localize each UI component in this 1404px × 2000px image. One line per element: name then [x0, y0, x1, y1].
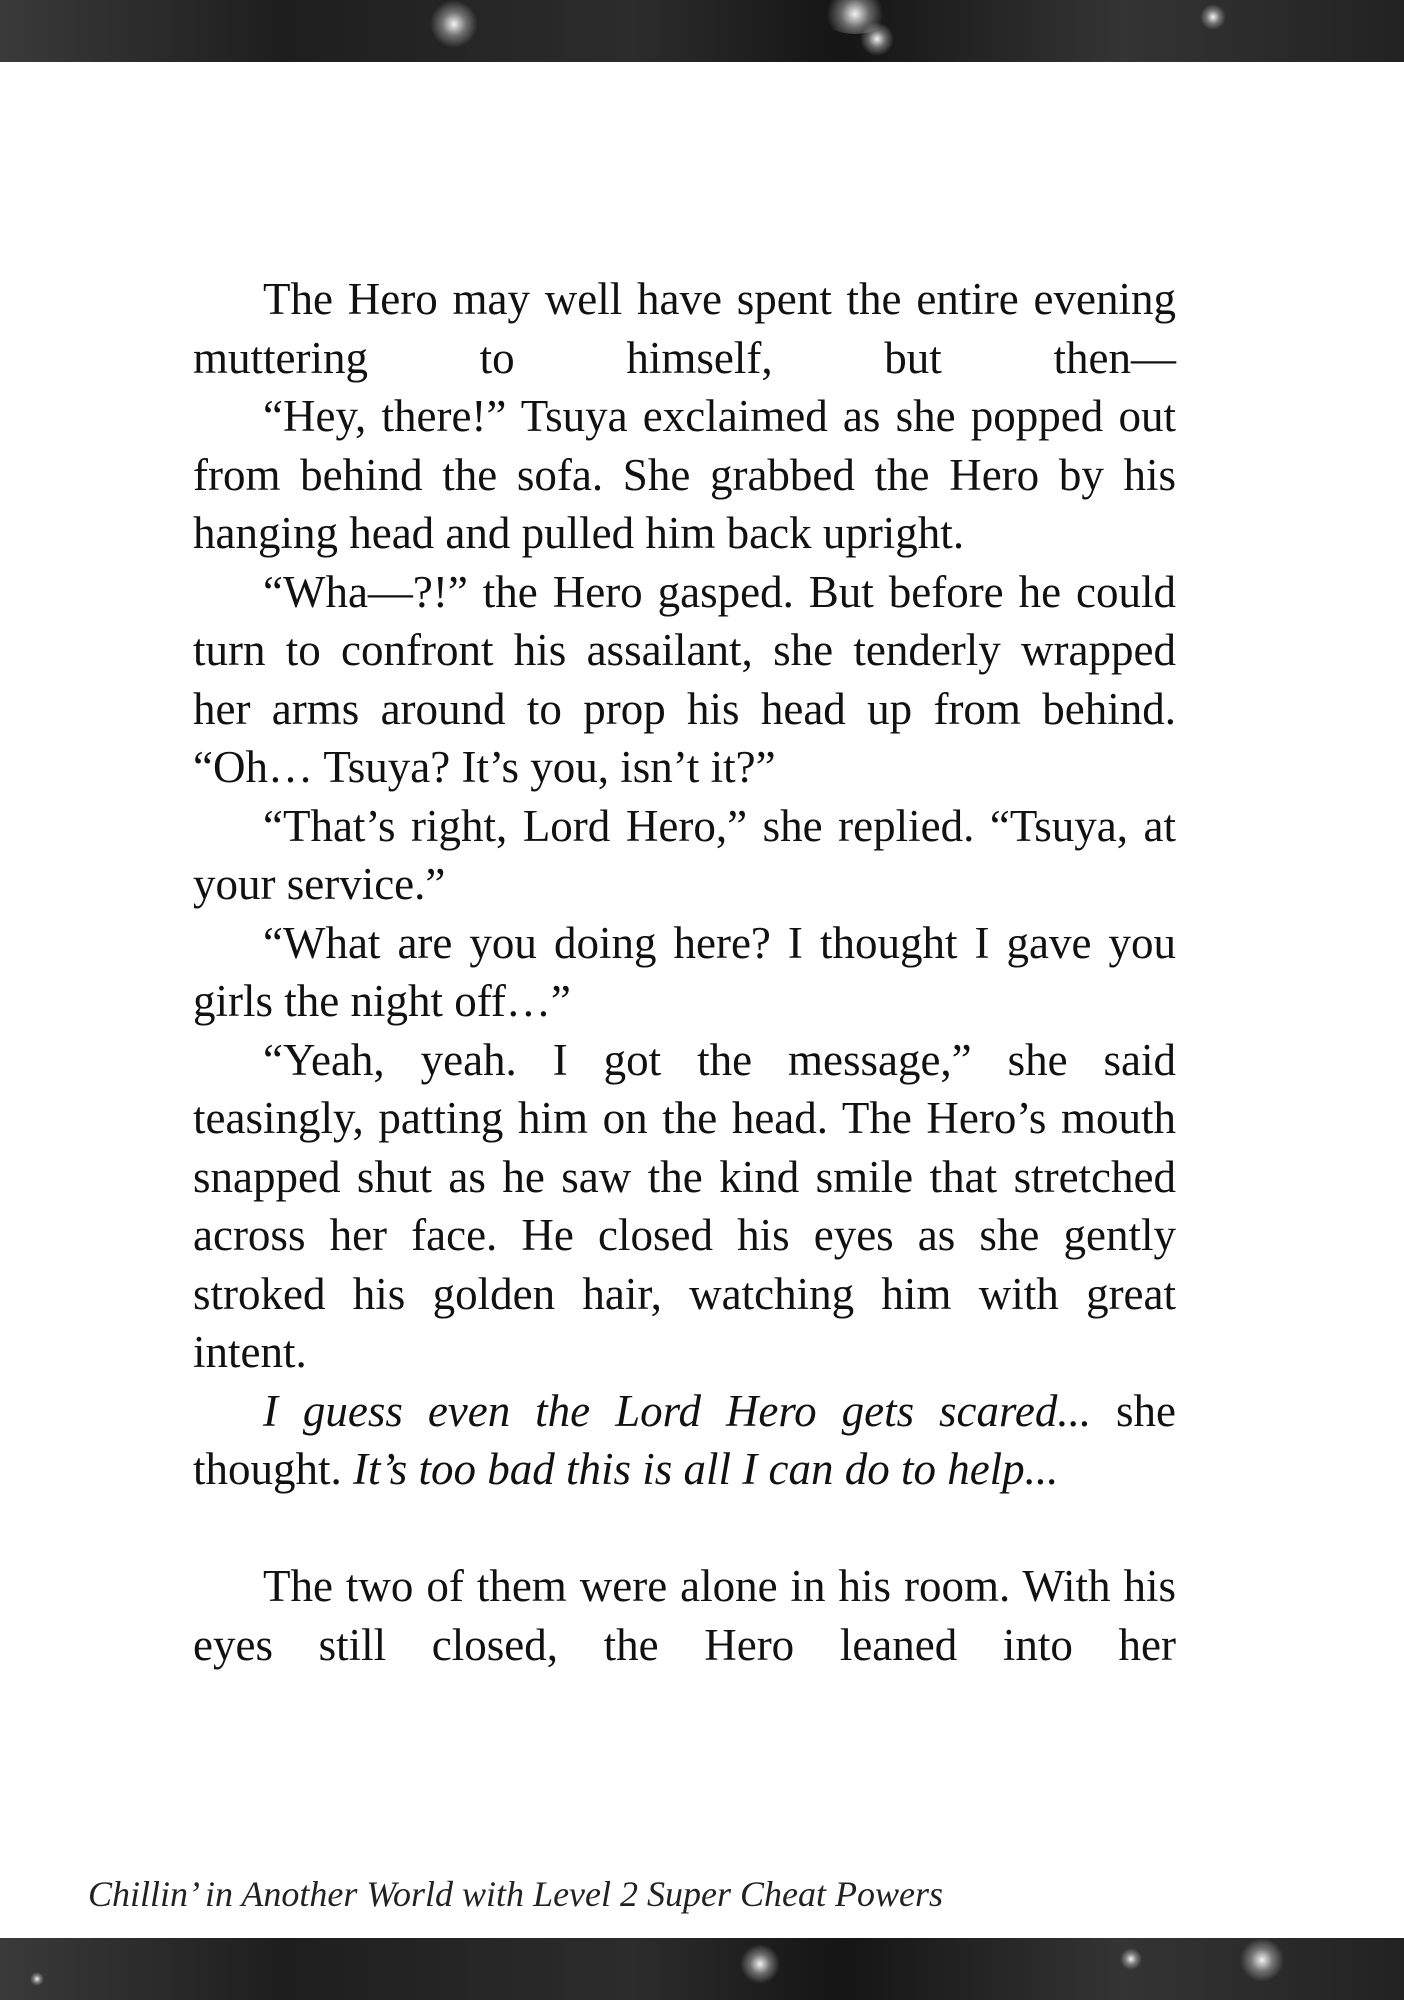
top-decorative-band [0, 0, 1404, 62]
running-footer-title: Chillin’ in Another World with Level 2 Super Cheat Powers [88, 1874, 943, 1914]
paragraph: “What are you doing here? I thought I gave you girls the night off…” [193, 917, 1176, 1026]
book-text [193, 270, 1176, 1674]
paragraph: The Hero may well have spent the entire evening muttering to himself, but then— [193, 274, 1176, 383]
bottom-decorative-band [0, 1938, 1404, 2000]
scene-break [193, 1499, 1176, 1558]
paragraph: “Yeah, yeah. I got the message,” she said teasingly, patting him on the head. The Hero’s mouth snapped shut as he saw the kind smile that stretched across her face. He closed his eyes as she gently stroked his golden hair, watching him with great intent. [193, 1034, 1176, 1377]
paragraph: “Hey, there!” Tsuya exclaimed as she popped out from behind the sofa. She grabbed the Hero by his hanging head and pulled him back upright. [193, 391, 1176, 558]
paragraph: “Wha—?!” the Hero gasped. But before he could turn to confront his assailant, she tenderly wrapped her arms around to prop his head up from behind. “Oh… Tsuya? It’s you, isn’t it?” [193, 566, 1176, 792]
paragraph: The two of them were alone in his room. With his eyes still closed, the Hero leaned into her [193, 1561, 1176, 1670]
paragraph: “That’s right, Lord Hero,” she replied. “Tsuya, at your service.” [193, 800, 1176, 909]
italic-thought-paragraph: I guess even the Lord Hero gets scared... she thought. It’s too bad this is all I can do to help... [193, 1385, 1176, 1494]
